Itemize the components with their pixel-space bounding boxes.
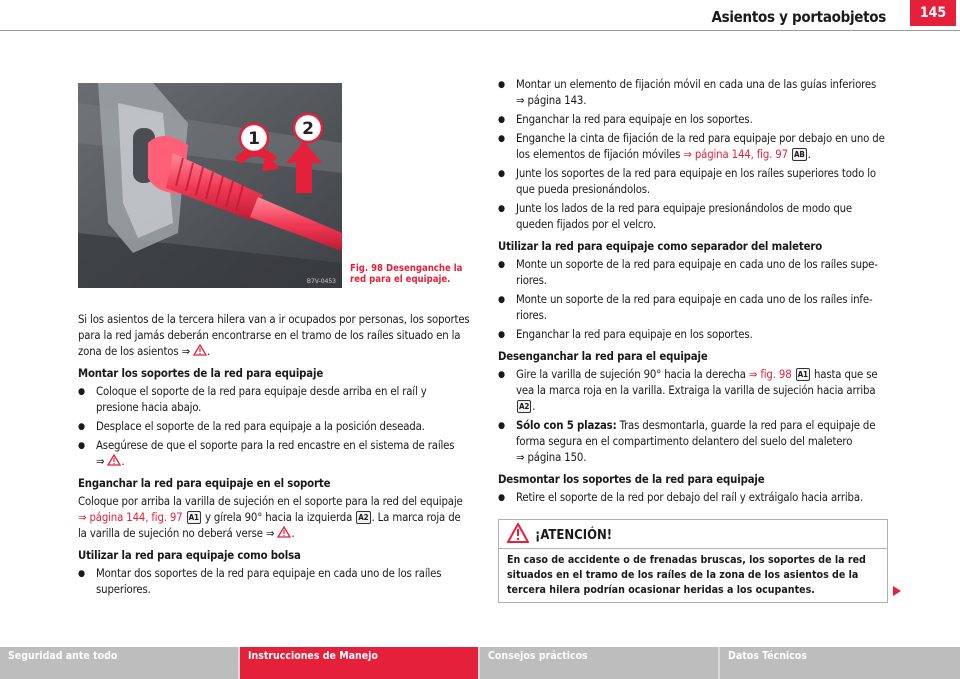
figure-caption xyxy=(350,263,466,285)
figure-marker-1: 1 xyxy=(248,129,260,149)
list-item: ● Desplace el soporte de la red para equipaje a la posición deseada. xyxy=(78,419,470,435)
list-item: ● Gire la varilla de sujeción 90° hacia la derecha ⇒ fig. 98 A1 hasta que se vea la marca roja en la varilla. Extraiga la varilla de sujeción hacia arriba A2 . xyxy=(498,367,890,415)
figure-caption-line-1: Fig. 98 Desenganche la xyxy=(350,263,463,274)
list-item: ● Monte un soporte de la red para equipaje en cada uno de los raíles superiores. xyxy=(498,257,890,289)
list-item: ● Sólo con 5 plazas: Tras desmontarla, guarde la red para el equipaje de forma segura en el compartimento delantero del suelo del maletero ⇒ página 150. xyxy=(498,418,890,466)
footer-tab-instrucciones[interactable]: Instrucciones de Manejo xyxy=(240,647,478,679)
page-number: 145 xyxy=(910,0,956,26)
caution-divider xyxy=(499,548,887,549)
list-item: ● Montar un elemento de fijación móvil en cada una de las guías inferiores ⇒ página 143. xyxy=(498,77,890,109)
page-header-title: Asientos y portaobjetos xyxy=(711,8,886,26)
heading-desenganchar: Desenganchar la red para el equipaje xyxy=(498,350,708,363)
list-item: ● Asegúrese de que el soporte para la red encastre en el sistema de raíles ⇒ . xyxy=(78,438,470,470)
heading-separador: Utilizar la red para equipaje como separador del maletero xyxy=(498,240,823,253)
list-item: ● Junte los soportes de la red para equipaje en los raíles superiores todo lo que pueda presionándolos. xyxy=(498,166,890,198)
footer-tab-consejos[interactable]: Consejos prácticos xyxy=(480,647,718,679)
list-item: ● Retire el soporte de la red por debajo del raíl y extráigalo hacia arriba. xyxy=(498,490,890,506)
callout-a2-badge: A2 xyxy=(358,513,369,522)
list-item: ● Montar dos soportes de la red para equipaje en cada uno de los raíles superiores. xyxy=(78,566,470,598)
continue-arrow-icon xyxy=(893,586,901,596)
footer-tab-seguridad[interactable]: Seguridad ante todo xyxy=(0,647,238,679)
heading-desmontar-soportes: Desmontar los soportes de la red para equipaje xyxy=(498,473,765,486)
right-column xyxy=(498,77,890,509)
warning-triangle-icon xyxy=(107,454,121,466)
caution-title: ¡ATENCIÓN! xyxy=(535,528,613,543)
caution-box xyxy=(498,519,888,603)
enganchar-paragraph: Coloque por arriba la varilla de sujeción en el soporte para la red del equipaje ⇒ página 144, fig. 97 A1 y gírela 90° hacia la izquierda A2 . La marca roja de la varilla de sujeción no deberá verse ⇒ . xyxy=(78,495,463,540)
callout-a2-badge: A2 xyxy=(519,402,530,411)
warning-triangle-icon xyxy=(193,344,207,356)
heading-montar-soportes: Montar los soportes de la red para equipaje xyxy=(78,367,324,380)
fig-98-link[interactable]: ⇒ fig. 98 xyxy=(748,368,792,381)
footer-nav xyxy=(0,647,960,679)
list-item: ● Coloque el soporte de la red para equipaje desde arriba en el raíl y presione hacia abajo. xyxy=(78,384,470,416)
caution-text: En caso de accidente o de frenadas bruscas, los soportes de la red situados en el tramo de los raíles de la zona de los asientos de la tercera hilera podrían ocasionar heridas a los ocupantes. xyxy=(507,554,866,596)
intro-paragraph: Si los asientos de la tercera hilera van a ir ocupados por personas, los soportes para la red jamás deberán encontrarse en el tramo de los raíles situado en la zona de los asientos ⇒ . xyxy=(78,313,470,358)
heading-red-bolsa: Utilizar la red para equipaje como bolsa xyxy=(78,549,301,562)
figure-98-illustration xyxy=(78,83,342,288)
list-item: ● Monte un soporte de la red para equipaje en cada uno de los raíles inferiores. xyxy=(498,292,890,324)
warning-triangle-icon xyxy=(277,526,291,538)
list-item: ● Enganchar la red para equipaje en los soportes. xyxy=(498,327,890,343)
callout-ab-badge: AB xyxy=(794,150,805,159)
warning-triangle-icon xyxy=(507,523,529,543)
callout-a1-badge: A1 xyxy=(797,370,808,379)
figure-marker-2: 2 xyxy=(302,119,314,139)
callout-a1-badge: A1 xyxy=(188,513,199,522)
figure-drawing xyxy=(78,83,342,288)
left-column xyxy=(78,312,470,601)
page-144-fig-97-link[interactable]: ⇒ página 144, fig. 97 xyxy=(78,511,183,524)
page-144-fig-97-link[interactable]: ⇒ página 144, fig. 97 xyxy=(683,148,788,161)
list-item: ● Enganchar la red para equipaje en los soportes. xyxy=(498,112,890,128)
footer-tab-datos[interactable]: Datos Técnicos xyxy=(720,647,960,679)
heading-enganchar-red: Enganchar la red para equipaje en el soporte xyxy=(78,477,331,490)
list-item: ● Enganche la cinta de fijación de la red para equipaje por debajo en uno de los elementos de fijación móviles ⇒ página 144, fig. 97 AB . xyxy=(498,131,890,163)
caution-header xyxy=(499,520,887,548)
page-150-link[interactable]: ⇒ página 150. xyxy=(516,451,587,464)
list-item: ● Junte los lados de la red para equipaje presionándolos de modo que queden fijados por el velcro. xyxy=(498,201,890,233)
figure-code: B7V-0453 xyxy=(306,278,336,285)
header-divider xyxy=(0,30,960,31)
page-143-link[interactable]: ⇒ página 143. xyxy=(516,94,587,107)
figure-caption-line-2: red para el equipaje. xyxy=(350,274,451,285)
